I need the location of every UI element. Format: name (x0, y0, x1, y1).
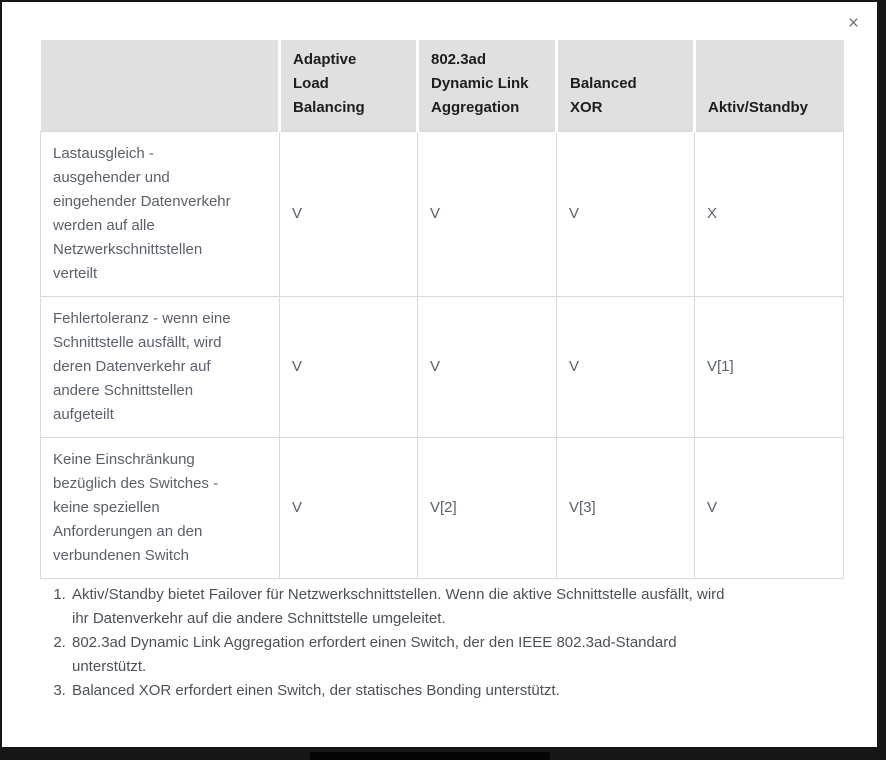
cell-value: V[3] (557, 438, 695, 579)
cell-value: V (280, 438, 418, 579)
cell-value: V (418, 297, 557, 438)
cell-value: V (557, 132, 695, 297)
close-icon: × (847, 13, 859, 34)
footnote-2 (70, 631, 844, 679)
cell-value: V[1] (695, 297, 844, 438)
table-header-row (41, 40, 844, 132)
footnote-line: 2. 802.3ad Dynamic Link Aggregation erfordert einen Switch, der den IEEE 802.3ad-Standard (72, 634, 677, 651)
footnote-line: 1. Aktiv/Standby bietet Failover für Netzwerkschnittstellen. Wenn die aktive Schnittstelle ausfällt, wird (72, 586, 725, 603)
header-adaptive-load-balancing: Adaptive Load Balancing (280, 40, 418, 132)
cell-value: V (280, 132, 418, 297)
table-row-lastausgleich (41, 132, 844, 297)
bonding-modes-dialog (2, 2, 877, 747)
row-label: Keine Einschränkung bezüglich des Switches - keine speziellen Anforderungen an den verbundenen Switch (41, 438, 280, 579)
footnote-list (48, 583, 844, 703)
background-clipped-text (310, 752, 550, 760)
header-balanced-xor: Balanced XOR (557, 40, 695, 132)
footnote-line: 3. Balanced XOR erfordert einen Switch, der statisches Bonding unterstützt. (72, 682, 560, 699)
footnote-line: unterstützt. (72, 658, 147, 675)
footnote-3 (70, 679, 844, 703)
row-label: Lastausgleich - ausgehender und eingehender Datenverkehr werden auf alle Netzwerkschnittstellen verteilt (41, 132, 280, 297)
header-802-3ad-dynamic-link-aggregation: 802.3ad Dynamic Link Aggregation (418, 40, 557, 132)
cell-value: V (418, 132, 557, 297)
close-button[interactable] (844, 10, 863, 37)
cell-value: V (557, 297, 695, 438)
header-empty (41, 40, 280, 132)
table-row-keine-einschraenkung (41, 438, 844, 579)
bonding-modes-comparison-table (40, 40, 844, 579)
cell-value: X (695, 132, 844, 297)
cell-value: V (695, 438, 844, 579)
table-row-fehlertoleranz (41, 297, 844, 438)
cell-value: V[2] (418, 438, 557, 579)
row-label: Fehlertoleranz - wenn eine Schnittstelle ausfällt, wird deren Datenverkehr auf andere Schnittstellen aufgeteilt (41, 297, 280, 438)
header-aktiv-standby: Aktiv/Standby (695, 40, 844, 132)
footnote-1 (70, 583, 844, 631)
footnote-line: ihr Datenverkehr auf die andere Schnittstelle umgeleitet. (72, 610, 446, 627)
cell-value: V (280, 297, 418, 438)
